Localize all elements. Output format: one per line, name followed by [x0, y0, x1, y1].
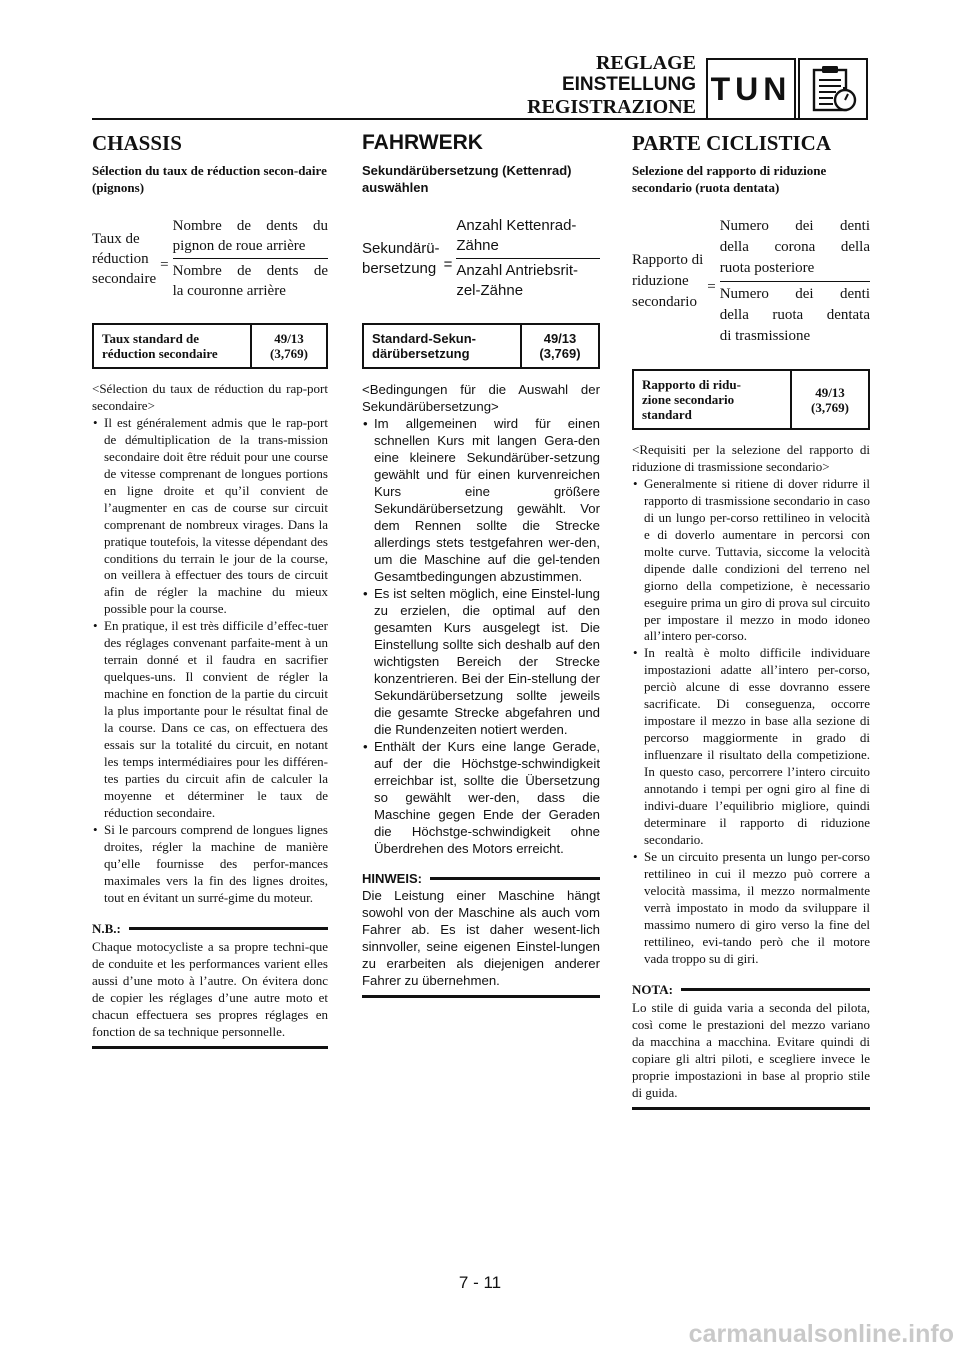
heading-de: FAHRWERK: [362, 131, 483, 154]
column-fr: [92, 130, 328, 1049]
formula-fraction: [456, 216, 600, 301]
list-item: • Il est généralement admis que le rap-port de démultiplication de la trans-mission secondaire doit être réduit pour une course de vitesse comprenant de longues portions en ligne droite et qu’il convient de l’augmenter en cas de course sur circuit comprenant de nombreux virages. Dans la pratique toutefois, la vitesse dépendant des conditions du terrain le jour de la course, on veillera à effectuer des tours de circuit afin de régler la machine du mieux possible pour la course.: [93, 414, 328, 617]
heading-it: PARTE CICLISTICA: [632, 131, 831, 155]
standard-ratio-table-it: [632, 369, 870, 430]
formula-fraction: [173, 216, 328, 301]
bullet-list: [362, 415, 600, 857]
bullet-list: [92, 415, 328, 907]
note-fr: [92, 921, 328, 1049]
note-end-rule: [632, 1107, 870, 1110]
standard-ratio-value: 49/13 (3,769): [811, 384, 849, 415]
formula-denominator: Numero dei denti della ruota dentata di trasmissione: [719, 286, 870, 344]
note-it: [632, 982, 870, 1110]
formula-numerator: Numero dei denti della corona della ruota posteriore: [720, 216, 870, 282]
section-titles: [527, 52, 696, 118]
formula-equals: =: [160, 256, 169, 273]
heading-fr: CHASSIS: [92, 131, 182, 155]
list-item: • Generalmente si ritiene di dover ridurre il rapporto di trasmissione secondario in caso di un lungo per-corso rettilineo in velocità e di doverlo aumentare in percorsi con molte curve. Tuttavia, siccome la velocità dipende dalle condizioni del terreno nel giorno della competizione, è necessario eseguire prima un giro di prova sul circuito per impostare il mezzo in modo idoneo all’intero per-corso.: [633, 475, 870, 644]
section-title-it: REGISTRAZIONE: [527, 96, 696, 118]
formula-equals: =: [443, 255, 453, 273]
intro-text: <Bedingungen für die Auswahl der Sekundärübersetzung>: [362, 382, 600, 414]
note-end-rule: [92, 1046, 328, 1049]
note-label: N.B.:: [92, 920, 121, 936]
note-rule: [129, 927, 328, 930]
note-label: HINWEIS:: [362, 871, 422, 886]
intro-text: <Requisiti per la selezione del rapporto di riduzione di trasmissione secondario>: [632, 442, 870, 474]
formula-lhs: Rapporto di riduzione secondario: [632, 252, 704, 310]
list-item: • Si le parcours comprend de longues lignes droites, régler la machine de manière qu’elle fournisse des perfor-mances maximales vers la fin des lignes droites, tout en évitant un surré-gime du moteur.: [93, 821, 328, 905]
list-item: • Enthält der Kurs eine lange Gerade, auf der die Höchstge-schwindigkeit erreichbar ist, sollte die Übersetzung so gewählt wer-den, dass die Maschine gegen Ende der Geraden die Höchstge-schwindigkeit ohne Überdrehen des Motors erreicht.: [363, 739, 600, 856]
note-rule: [430, 877, 600, 880]
note-text: Lo stile di guida varia a seconda del pilota, così come le prestazioni del mezzo variano da macchina a macchina. Evitare quindi di copiare gli altri piloti, e scegliere invece le proprie impostazioni in base al proprio stile di guida.: [632, 999, 870, 1100]
formula-denominator: Anzahl Antriebsrit- zel-Zähne: [456, 262, 579, 299]
standard-ratio-value: 49/13 (3,769): [539, 331, 581, 361]
section-title-de: EINSTELLUNG: [561, 74, 696, 95]
standard-ratio-table-de: [362, 323, 600, 369]
body-it: [632, 442, 870, 968]
standard-ratio-label: Standard-Sekun- därübersetzung: [364, 325, 522, 367]
subheading-de: Sekundärübersetzung (Kettenrad) auswählen: [362, 163, 572, 195]
formula-denominator: Nombre de dents de la couronne arrière: [172, 263, 328, 299]
header-rule: [92, 118, 868, 120]
formula-it: [632, 216, 870, 347]
formula-lhs: Sekundärü- bersetzung: [362, 239, 440, 277]
list-item: • In realtà è molto difficile individuare impostazioni adatte all’intero per-corso, perciò alcune di esse dovranno essere sacrificate. Di conseguenza, occorre impostare il mezzo in base alla sezione di percorso maggiormente in grado di influenzare il risultato della competizione. In questo caso, percorrere l’intero circuito annotando i tempi per ogni giro al fine di indivi-duare l’equilibrio migliore, quindi determinare il rapporto di riduzione secondario.: [633, 645, 870, 847]
section-tab-code: TUN: [706, 58, 796, 120]
formula-lhs: Taux de réduction secondaire: [92, 230, 157, 287]
note-text: Chaque motocycliste a sa propre techni-que de conduite et les performances varient elles aussi d’une moto à l’autre. On évitera donc de copier les réglages d’une autre moto et chacun effectuera ses propres réglages en fonction de sa technique personnelle.: [92, 938, 328, 1039]
list-item: • En pratique, il est très difficile d’effec-tuer des réglages convenant parfaite-ment à un terrain donné et il faudra en sacrifier quelques-uns. Il convient de régler la machine en fonction de la partie du circuit la plus importante pour le résultat final de la course. Dans ce cas, on effectuera des essais sur la totalité du circuit, en notant les temps intermédiaires pour les différen-tes parties du circuit afin de calculer la moyenne et déterminer le taux de réduction secondaire.: [93, 618, 328, 820]
bullet-list: [632, 476, 870, 968]
column-it: [632, 130, 870, 1110]
note-label: NOTA:: [632, 981, 673, 997]
note-rule: [681, 988, 870, 991]
site-watermark: carmanualsonline.info: [688, 1320, 954, 1348]
note-end-rule: [362, 995, 600, 998]
formula-fraction: [720, 216, 870, 347]
formula-de: [362, 216, 600, 301]
formula-equals: =: [707, 279, 716, 295]
column-de: [362, 130, 600, 998]
standard-ratio-table-fr: [92, 323, 328, 369]
subheading-fr: Sélection du taux de réduction secon-daire (pignons): [92, 163, 327, 195]
formula-numerator: Nombre de dents du pignon de roue arrière: [173, 216, 328, 259]
standard-ratio-value: 49/13 (3,769): [270, 331, 308, 361]
standard-ratio-label: Taux standard de réduction secondaire: [94, 325, 252, 367]
body-de: [362, 381, 600, 857]
section-title-fr: REGLAGE: [595, 52, 696, 74]
page-number: 7 - 11: [458, 1273, 502, 1292]
list-item: • Se un circuito presenta un lungo per-corso rettilineo in cui il mezzo può correre a velocità massima, il mezzo normalmente verrà impostato in modo da sviluppare il massimo numero di giro verso la fine del rettilineo, evi-tando però che il motore vada troppo su di giri.: [633, 848, 870, 966]
formula-fr: [92, 216, 328, 301]
intro-text: <Sélection du taux de réduction du rap-port secondaire>: [92, 381, 328, 413]
clipboard-stopwatch-icon: [798, 58, 868, 120]
note-text: Die Leistung einer Maschine hängt sowohl von der Maschine als auch vom Fahrer ab. Es ist daher wesent-lich sinnvoller, seine eigenen Einstel-lungen zu erarbeiten als diejenigen anderer Fahrer zu übernehmen.: [362, 888, 600, 988]
body-fr: [92, 381, 328, 907]
note-de: [362, 871, 600, 998]
formula-numerator: Anzahl Kettenrad- Zähne: [456, 216, 600, 259]
list-item: • Es ist selten möglich, eine Einstel-lung zu erzielen, die optimal auf den gesamten Kurs ausgelegt ist. Die Einstellung sollte sich deshalb auf den wichtigsten Bereich der Strecke konzentrieren. Bei der Ein-stellung der Sekundärübersetzung sollte jeweils die gesamte Strecke abgefahren und die Rundenzeiten notiert werden.: [363, 586, 600, 737]
subheading-it: Selezione del rapporto di riduzione secondario (ruota dentata): [632, 163, 827, 195]
standard-ratio-label: Rapporto di ridu- zione secondario standard: [634, 371, 792, 428]
list-item: • Im allgemeinen wird für einen schnellen Kurs mit langen Gera-den eine kleinere Sekundärüber-setzung gewählt und für einen kurvenreichen Kurs eine größere Sekundärübersetzung gewählt. Vor dem Rennen sollte die Strecke allerdings stets testgefahren wer-den, um die Maschine auf die gel-tenden Gesamtbedingungen abzustimmen.: [363, 416, 600, 584]
